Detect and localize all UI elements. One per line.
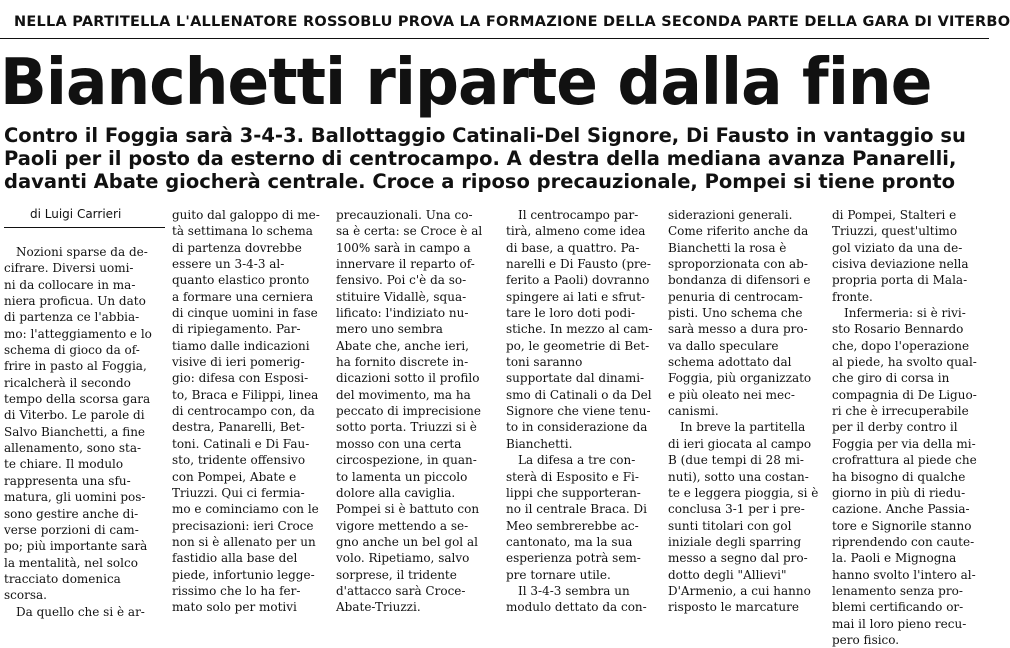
article-line: gio: difesa con Esposi-: [172, 371, 309, 386]
article-line: hanno svolto l'intero al-: [832, 567, 976, 582]
article-line: blemi certificando or-: [832, 600, 964, 615]
byline-rule: [4, 227, 165, 228]
article-line: fastidio alla base del: [172, 551, 298, 566]
article-line: tracciato domenica: [4, 571, 121, 586]
article-column-3: [336, 207, 500, 615]
article-line: tiamo dalle indicazioni: [172, 338, 310, 353]
article-line: che giro di corsa in: [832, 371, 950, 386]
article-line: di partenza dovrebbe: [172, 240, 302, 255]
article-line: fronte.: [832, 289, 873, 304]
subhead-line: Paoli per il posto da esterno di centrocampo. A destra della mediana avanza Panarelli,: [4, 147, 957, 170]
article-line: po, le geometrie di Bet-: [506, 338, 650, 353]
article-line: tore e Signorile stanno: [832, 518, 972, 533]
article-line: lificato: l'indiziato nu-: [336, 306, 469, 321]
article-line: sto Rosario Bennardo: [832, 322, 964, 337]
byline: di Luigi Carrieri: [30, 207, 122, 221]
article-line: mosso con una certa: [336, 436, 462, 451]
article-line: ha bisogno di qualche: [832, 469, 966, 484]
article-line: che, dopo l'operazione: [832, 338, 970, 353]
article-line: al piede, ha svolto qual-: [832, 355, 977, 370]
article-line: mero uno sembra: [336, 322, 443, 337]
article-line: di Viterbo. Le parole di: [4, 408, 145, 423]
article-line: ni da collocare in ma-: [4, 277, 136, 292]
article-column-5: [668, 207, 826, 615]
article-line: iniziale degli sparring: [668, 534, 802, 549]
article-line: supportate dal dinami-: [506, 371, 645, 386]
article-column-1: [4, 244, 166, 619]
article-line: Signore che viene tenu-: [506, 404, 651, 419]
article-line: peccato di imprecisione: [336, 404, 481, 419]
article-line: allenamento, sono sta-: [4, 441, 142, 456]
article-column-2: [172, 207, 332, 615]
article-line: dotto degli "Allievi": [668, 567, 787, 582]
article-line: esperienza potrà sem-: [506, 551, 641, 566]
article-line: Nozioni sparse da de-: [16, 245, 148, 259]
article-line: cisiva deviazione nella: [832, 257, 969, 272]
article-line: stiche. In mezzo al cam-: [506, 322, 653, 337]
article-line: scorsa.: [4, 588, 47, 603]
article-line: volo. Ripetiamo, salvo: [336, 551, 470, 566]
article-line: cifrare. Diversi uomi-: [4, 261, 134, 276]
article-line: di centrocampo con, da: [172, 404, 315, 419]
article-line: spingere ai lati e sfrut-: [506, 289, 645, 304]
article-line: modulo dettato da con-: [506, 600, 647, 615]
article-column-6: [832, 207, 989, 647]
article-line: no il centrale Braca. Di: [506, 502, 647, 517]
article-line: Bianchetti la rosa è: [668, 240, 787, 255]
kicker: NELLA PARTITELLA L'ALLENATORE ROSSOBLU PROVA LA FORMAZIONE DELLA SECONDA PARTE DELLA GARA DI VITERBO: [14, 14, 1010, 30]
article-line: piede, infortunio legge-: [172, 567, 315, 582]
article-line: sorprese, il tridente: [336, 567, 457, 582]
article-line: mato solo per motivi: [172, 600, 297, 615]
article-line: Il centrocampo par-: [518, 208, 639, 222]
article-line: Foggia, più organizzato: [668, 371, 812, 386]
article-line: di cinque uomini in fase: [172, 306, 318, 321]
article-line: sono gestire anche di-: [4, 506, 139, 521]
article-line: penuria di centrocam-: [668, 289, 803, 304]
article-line: sto, tridente offensivo: [172, 453, 306, 468]
article-line: di base, a quattro. Pa-: [506, 240, 640, 255]
article-line: innervare il reparto of-: [336, 257, 475, 272]
article-line: sterà di Esposito e Fi-: [506, 469, 639, 484]
article-line: to, Braca e Filippi, linea: [172, 387, 319, 402]
article-line: sarà messo a dura pro-: [668, 322, 808, 337]
article-line: siderazioni generali.: [668, 208, 793, 222]
article-line: to lamenta un piccolo: [336, 469, 468, 484]
article-line: Meo sembrerebbe ac-: [506, 518, 639, 533]
article-line: precauzionali. Una co-: [336, 208, 473, 222]
article-line: verse porzioni di cam-: [4, 522, 139, 537]
article-line: e più oleato nei mec-: [668, 387, 795, 402]
article-line: Abate-Triuzzi.: [336, 600, 421, 615]
article-line: toni. Catinali e Di Fau-: [172, 436, 310, 451]
article-line: di Pompei, Stalteri e: [832, 208, 957, 222]
article-line: In breve la partitella: [680, 420, 806, 435]
article-line: giorno in più di riedu-: [832, 485, 966, 500]
article-line: di ripiegamento. Par-: [172, 322, 301, 337]
article-line: precisazioni: ieri Croce: [172, 518, 314, 533]
article-line: Salvo Bianchetti, a fine: [4, 424, 146, 439]
article-line: te e leggera pioggia, si è: [668, 485, 819, 500]
article-line: mo e cominciamo con le: [172, 502, 319, 517]
article-line: narelli e Di Fausto (pre-: [506, 257, 651, 272]
article-column-4: [506, 207, 664, 615]
kicker-bar: [0, 6, 1010, 39]
article-line: La difesa a tre con-: [518, 453, 636, 468]
subhead-line: Contro il Foggia sarà 3-4-3. Ballottaggio Catinali-Del Signore, Di Fausto in vantaggio su: [4, 124, 966, 147]
article-line: schema di gioco da of-: [4, 343, 140, 358]
article-line: dolore alla caviglia.: [336, 485, 456, 500]
article-line: sa è certa: se Croce è al: [336, 224, 483, 239]
article-line: bondanza di difensori e: [668, 273, 811, 288]
article-line: smo di Catinali o da Del: [506, 387, 652, 402]
article-line: ri che è irrecuperabile: [832, 404, 969, 419]
article-line: pre tornare utile.: [506, 567, 611, 582]
article-line: to in considerazione da: [506, 420, 648, 435]
article-line: tà settimana lo schema: [172, 224, 313, 239]
article-line: la mentalità, nel solco: [4, 555, 138, 570]
article-line: ha fornito discrete in-: [336, 355, 469, 370]
article-line: la. Paoli e Mignogna: [832, 551, 957, 566]
article-line: canismi.: [668, 404, 719, 419]
article-line: essere un 3-4-3 al-: [172, 257, 285, 272]
article-line: dicazioni sotto il profilo: [336, 371, 480, 386]
article-line: Triuzzi. Qui ci fermia-: [172, 485, 305, 500]
article-line: D'Armenio, a cui hanno: [668, 583, 811, 598]
article-line: fensivo. Poi c'è da so-: [336, 273, 467, 288]
article-line: con Pompei, Abate e: [172, 469, 297, 484]
article-line: tirà, almeno come idea: [506, 224, 646, 239]
article-line: nuti), sotto una costan-: [668, 469, 809, 484]
article-line: pero fisico.: [832, 632, 900, 647]
article-line: matura, gli uomini pos-: [4, 490, 146, 505]
article-line: mo: l'atteggiamento e lo: [4, 326, 152, 341]
article-line: te chiare. Il modulo: [4, 457, 124, 472]
article-line: B (due tempi di 28 mi-: [668, 453, 804, 468]
article-line: mai il loro pieno recu-: [832, 616, 967, 631]
article-line: conclusa 3-1 per i pre-: [668, 502, 805, 517]
article-line: cazione. Anche Passia-: [832, 502, 970, 517]
article-line: rissimo che lo ha fer-: [172, 583, 301, 598]
article-line: quanto elastico pronto: [172, 273, 310, 288]
article-line: sotto porta. Triuzzi si è: [336, 420, 477, 435]
article-line: di ieri giocata al campo: [668, 436, 812, 451]
article-line: crofrattura al piede che: [832, 453, 977, 468]
article-line: rappresenta una sfu-: [4, 473, 131, 488]
subheadline: [4, 124, 984, 193]
article-line: niera proficua. Un dato: [4, 294, 146, 309]
article-line: frire in pasto al Foggia,: [4, 359, 147, 374]
article-line: di partenza ce l'abbia-: [4, 310, 140, 325]
article-line: per il derby contro il: [832, 420, 958, 435]
article-line: Pompei si è battuto con: [336, 502, 480, 517]
article-line: schema adottato dal: [668, 355, 792, 370]
article-line: ferito a Paoli) dovranno: [506, 273, 650, 288]
article-line: visive di ieri pomerig-: [172, 355, 305, 370]
article-line: destra, Panarelli, Bet-: [172, 420, 305, 435]
article-line: gol viziato da una de-: [832, 240, 963, 255]
headline: Bianchetti riparte dalla fine: [0, 46, 932, 120]
article-line: non si è allenato per un: [172, 534, 316, 549]
article-line: stituire Vidallè, squa-: [336, 289, 467, 304]
article-line: sproporzionata con ab-: [668, 257, 808, 272]
article-line: toni saranno: [506, 355, 583, 370]
article-line: Triuzzi, quest'ultimo: [832, 224, 958, 239]
article-line: vigore mettendo a se-: [336, 518, 469, 533]
article-line: Abate che, anche ieri,: [336, 338, 469, 353]
article-line: ricalcherà il secondo: [4, 375, 131, 390]
article-line: a formare una cerniera: [172, 289, 314, 304]
article-line: 100% sarà in campo a: [336, 240, 471, 255]
article-line: po; più importante sarà: [4, 539, 148, 554]
article-line: Bianchetti.: [506, 436, 573, 451]
article-line: cantonato, ma la sua: [506, 534, 633, 549]
article-line: Foggia per via della mi-: [832, 436, 976, 451]
article-line: va dallo speculare: [668, 338, 779, 353]
article-line: propria porta di Mala-: [832, 273, 968, 288]
article-line: lenamento senza pro-: [832, 583, 963, 598]
article-line: messo a segno dal pro-: [668, 551, 808, 566]
article-line: Da quello che si è ar-: [16, 604, 145, 619]
article-line: circospezione, in quan-: [336, 453, 477, 468]
article-line: del movimento, ma ha: [336, 387, 471, 402]
article-line: d'attacco sarà Croce-: [336, 583, 466, 598]
article-line: risposto le marcature: [668, 600, 799, 615]
subhead-line: davanti Abate giocherà centrale. Croce a riposo precauzionale, Pompei si tiene pronto: [4, 170, 956, 193]
article-line: pisti. Uno schema che: [668, 306, 803, 321]
article-line: Il 3-4-3 sembra un: [518, 583, 630, 598]
article-line: sunti titolari con gol: [668, 518, 792, 533]
article-line: riprendendo con caute-: [832, 534, 975, 549]
article-line: tempo della scorsa gara: [4, 392, 151, 407]
article-line: Infermeria: si è rivi-: [844, 306, 966, 321]
article-line: Come riferito anche da: [668, 224, 809, 239]
article-line: tare le loro doti podi-: [506, 306, 636, 321]
article-line: lippi che supporteran-: [506, 485, 641, 500]
article-line: guito dal galoppo di me-: [172, 208, 320, 222]
article-line: gno anche un bel gol al: [336, 534, 478, 549]
article-line: compagnia di De Liguo-: [832, 387, 977, 402]
